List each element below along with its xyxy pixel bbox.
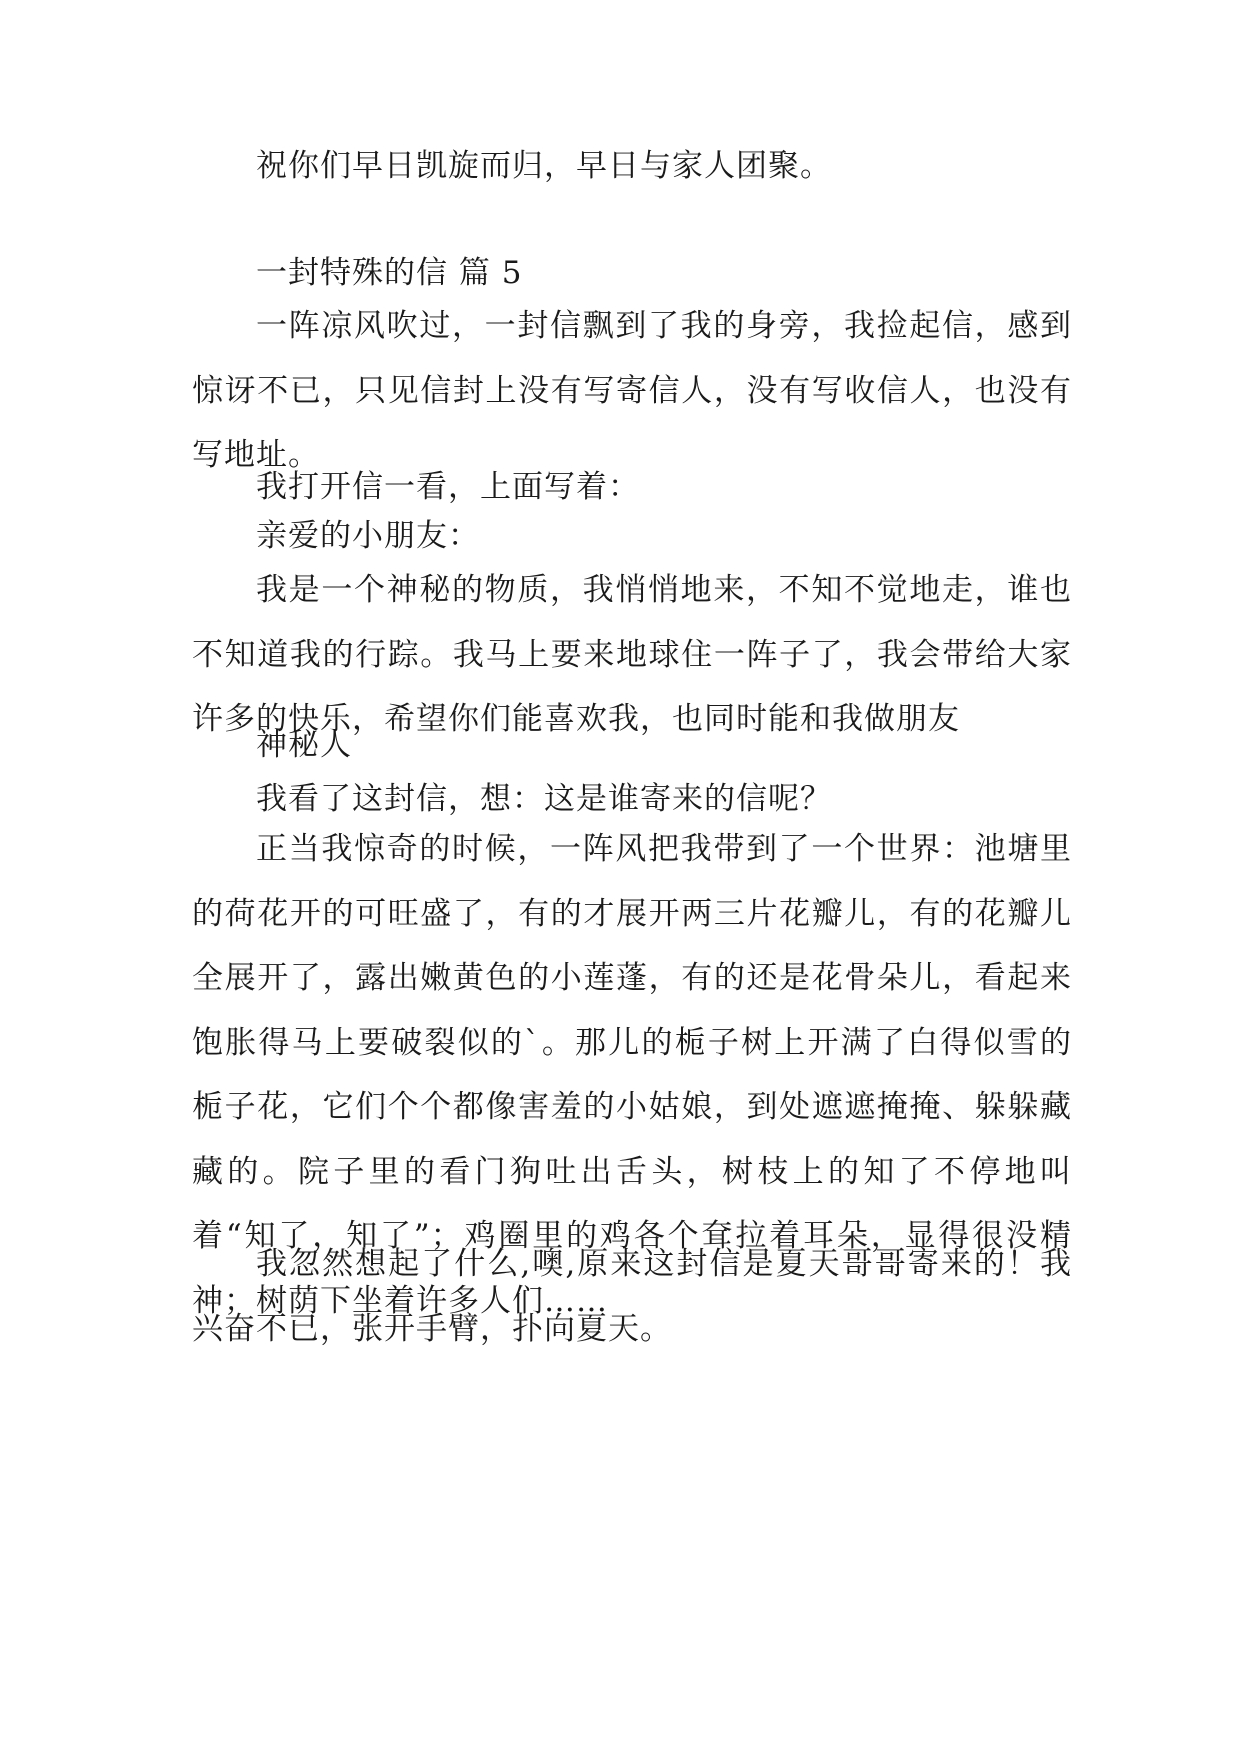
letter-signature: 神秘人 <box>256 727 352 763</box>
paragraph: 正当我惊奇的时候，一阵风把我带到了一个世界：池塘里的荷花开的可旺盛了，有的才展开两三片花瓣儿，有的花瓣儿全展开了，露出嫩黄色的小莲蓬，有的还是花骨朵儿，看起来饱胀得马上要破裂似的`。那儿的栀子树上开满了白得似雪的栀子花，它们个个都像害羞的小姑娘，到处遮遮掩掩、躲躲藏藏的。院子里的看门狗吐出舌头，树枝上的知了不停地叫着“知了，知了”；鸡圈里的鸡各个耷拉着耳朵，显得很没精神；树荫下坐着许多人们…… <box>192 831 1072 1319</box>
section-title: 一封特殊的信 篇 5 <box>256 255 523 291</box>
paragraph: 我打开信一看，上面写着： <box>256 469 640 505</box>
closing-line: 祝你们早日凯旋而归，早日与家人团聚。 <box>256 148 832 184</box>
letter-body: 我是一个神秘的物质，我悄悄地来，不知不觉地走，谁也不知道我的行踪。我马上要来地球住一阵子了，我会带给大家许多的快乐，希望你们能喜欢我，也同时能和我做朋友 <box>192 572 1072 737</box>
paragraph: 我看了这封信，想：这是谁寄来的信呢？ <box>256 781 832 817</box>
paragraph: 一阵凉风吹过，一封信飘到了我的身旁，我捡起信，感到惊讶不已，只见信封上没有写寄信人，没有写收信人，也没有写地址。 <box>192 308 1072 473</box>
letter-salutation: 亲爱的小朋友： <box>256 518 480 554</box>
paragraph: 我忽然想起了什么,噢,原来这封信是夏天哥哥寄来的！我兴奋不已，张开手臂，扑向夏天。 <box>192 1246 1072 1347</box>
